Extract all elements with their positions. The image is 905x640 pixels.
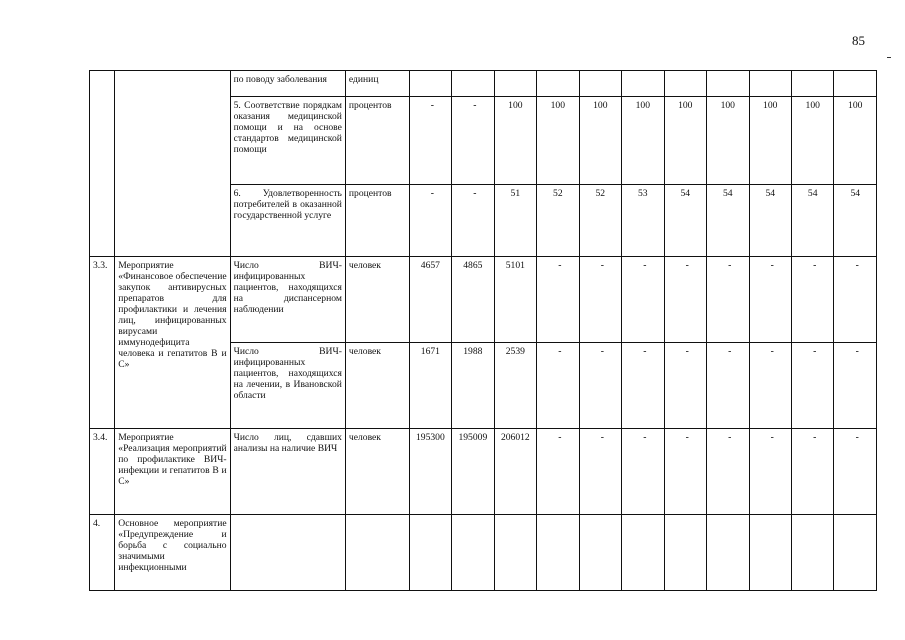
indicator-value: -: [834, 343, 877, 429]
indicator-value: -: [664, 429, 706, 515]
unit-of-measure: человек: [345, 343, 409, 429]
indicator-value: [749, 71, 791, 97]
indicator-value: 100: [579, 97, 621, 185]
indicator-name: Число ВИЧ-инфицированных пациентов, находящихся на лечении, в Ивановской области: [230, 343, 345, 429]
event-name: [115, 71, 230, 257]
indicator-name: Число ВИЧ-инфицированных пациентов, находящихся на диспансерном наблюдении: [230, 257, 345, 343]
indicator-value: [494, 71, 536, 97]
indicator-name: Число лиц, сдавших анализы на наличие ВИЧ: [230, 429, 345, 515]
indicator-name: по поводу заболевания: [230, 71, 345, 97]
row-number: 4.: [90, 515, 115, 591]
unit-of-measure: человек: [345, 429, 409, 515]
indicator-value: -: [452, 185, 494, 257]
indicator-value: 54: [749, 185, 791, 257]
indicator-value: -: [452, 97, 494, 185]
indicator-value: -: [707, 343, 749, 429]
event-name: Мероприятие «Реализация мероприятий по профилактике ВИЧ-инфекции и гепатитов В и С»: [115, 429, 230, 515]
unit-of-measure: единиц: [345, 71, 409, 97]
table-row: [90, 71, 877, 97]
indicator-value: -: [409, 97, 451, 185]
event-name: Мероприятие «Финансовое обеспечение закупок антивирусных препаратов для профилактики и лечения лиц, инфицированных вирусами иммунодефицита человека и гепатитов В и С»: [115, 257, 230, 429]
indicator-value: 54: [791, 185, 833, 257]
indicator-value: -: [834, 429, 877, 515]
indicator-value: 54: [834, 185, 877, 257]
indicator-value: -: [622, 429, 664, 515]
indicator-value: [452, 71, 494, 97]
indicator-name: 5. Соответствие порядкам оказания медицинской помощи и на основе стандартов медицинской помощи: [230, 97, 345, 185]
indicator-value: [791, 515, 833, 591]
indicator-value: -: [707, 257, 749, 343]
indicator-value: 100: [664, 97, 706, 185]
indicator-value: [452, 515, 494, 591]
indicator-value: [749, 515, 791, 591]
indicator-value: [622, 71, 664, 97]
indicator-value: -: [579, 257, 621, 343]
row-number: 3.4.: [90, 429, 115, 515]
row-number: 3.3.: [90, 257, 115, 429]
indicator-value: [834, 71, 877, 97]
indicator-value: 2539: [494, 343, 536, 429]
unit-of-measure: процентов: [345, 185, 409, 257]
indicator-value: -: [579, 429, 621, 515]
margin-mark: [887, 57, 891, 58]
event-name: Основное мероприятие «Предупреждение и борьба с социально значимыми инфекционными: [115, 515, 230, 591]
indicator-value: [834, 515, 877, 591]
indicator-value: 100: [749, 97, 791, 185]
indicator-value: -: [664, 257, 706, 343]
indicator-value: 1988: [452, 343, 494, 429]
indicator-value: [791, 71, 833, 97]
indicator-value: -: [791, 257, 833, 343]
indicator-value: -: [707, 429, 749, 515]
unit-of-measure: человек: [345, 257, 409, 343]
indicator-value: 52: [579, 185, 621, 257]
indicator-value: -: [579, 343, 621, 429]
indicator-value: 4657: [409, 257, 451, 343]
indicator-value: 195300: [409, 429, 451, 515]
indicator-value: 206012: [494, 429, 536, 515]
indicator-value: 54: [707, 185, 749, 257]
indicator-value: 53: [622, 185, 664, 257]
indicator-value: 100: [494, 97, 536, 185]
indicator-value: [409, 71, 451, 97]
page-number: 85: [852, 33, 865, 48]
indicator-value: 100: [791, 97, 833, 185]
indicator-value: -: [409, 185, 451, 257]
indicator-value: -: [791, 343, 833, 429]
indicator-value: [537, 515, 579, 591]
indicator-value: 195009: [452, 429, 494, 515]
indicator-value: 100: [622, 97, 664, 185]
unit-of-measure: процентов: [345, 97, 409, 185]
indicator-value: 5101: [494, 257, 536, 343]
indicator-value: [579, 515, 621, 591]
indicator-value: -: [749, 429, 791, 515]
row-number: [90, 71, 115, 257]
table-row: [90, 515, 877, 591]
indicator-value: -: [537, 343, 579, 429]
indicator-value: [537, 71, 579, 97]
indicator-value: 100: [537, 97, 579, 185]
indicator-value: 52: [537, 185, 579, 257]
indicator-value: -: [834, 257, 877, 343]
indicator-value: -: [749, 343, 791, 429]
indicator-value: 100: [707, 97, 749, 185]
indicator-value: [409, 515, 451, 591]
indicator-value: -: [749, 257, 791, 343]
indicator-value: [664, 71, 706, 97]
indicator-value: -: [791, 429, 833, 515]
indicator-value: [707, 71, 749, 97]
indicator-name: [230, 515, 345, 591]
indicator-value: [579, 71, 621, 97]
indicator-value: [622, 515, 664, 591]
indicator-value: 100: [834, 97, 877, 185]
unit-of-measure: [345, 515, 409, 591]
program-indicators-table: [89, 70, 877, 591]
indicator-value: -: [622, 343, 664, 429]
indicator-value: -: [537, 429, 579, 515]
indicator-value: [707, 515, 749, 591]
indicator-value: 51: [494, 185, 536, 257]
table-row: [90, 429, 877, 515]
indicator-value: 4865: [452, 257, 494, 343]
indicator-value: 54: [664, 185, 706, 257]
indicator-value: 1671: [409, 343, 451, 429]
indicator-value: -: [622, 257, 664, 343]
indicator-value: -: [537, 257, 579, 343]
indicator-name: 6. Удовлетворенность потребителей в оказанной государственной услуге: [230, 185, 345, 257]
indicator-value: [494, 515, 536, 591]
indicator-value: [664, 515, 706, 591]
indicator-value: -: [664, 343, 706, 429]
table-row: [90, 257, 877, 343]
